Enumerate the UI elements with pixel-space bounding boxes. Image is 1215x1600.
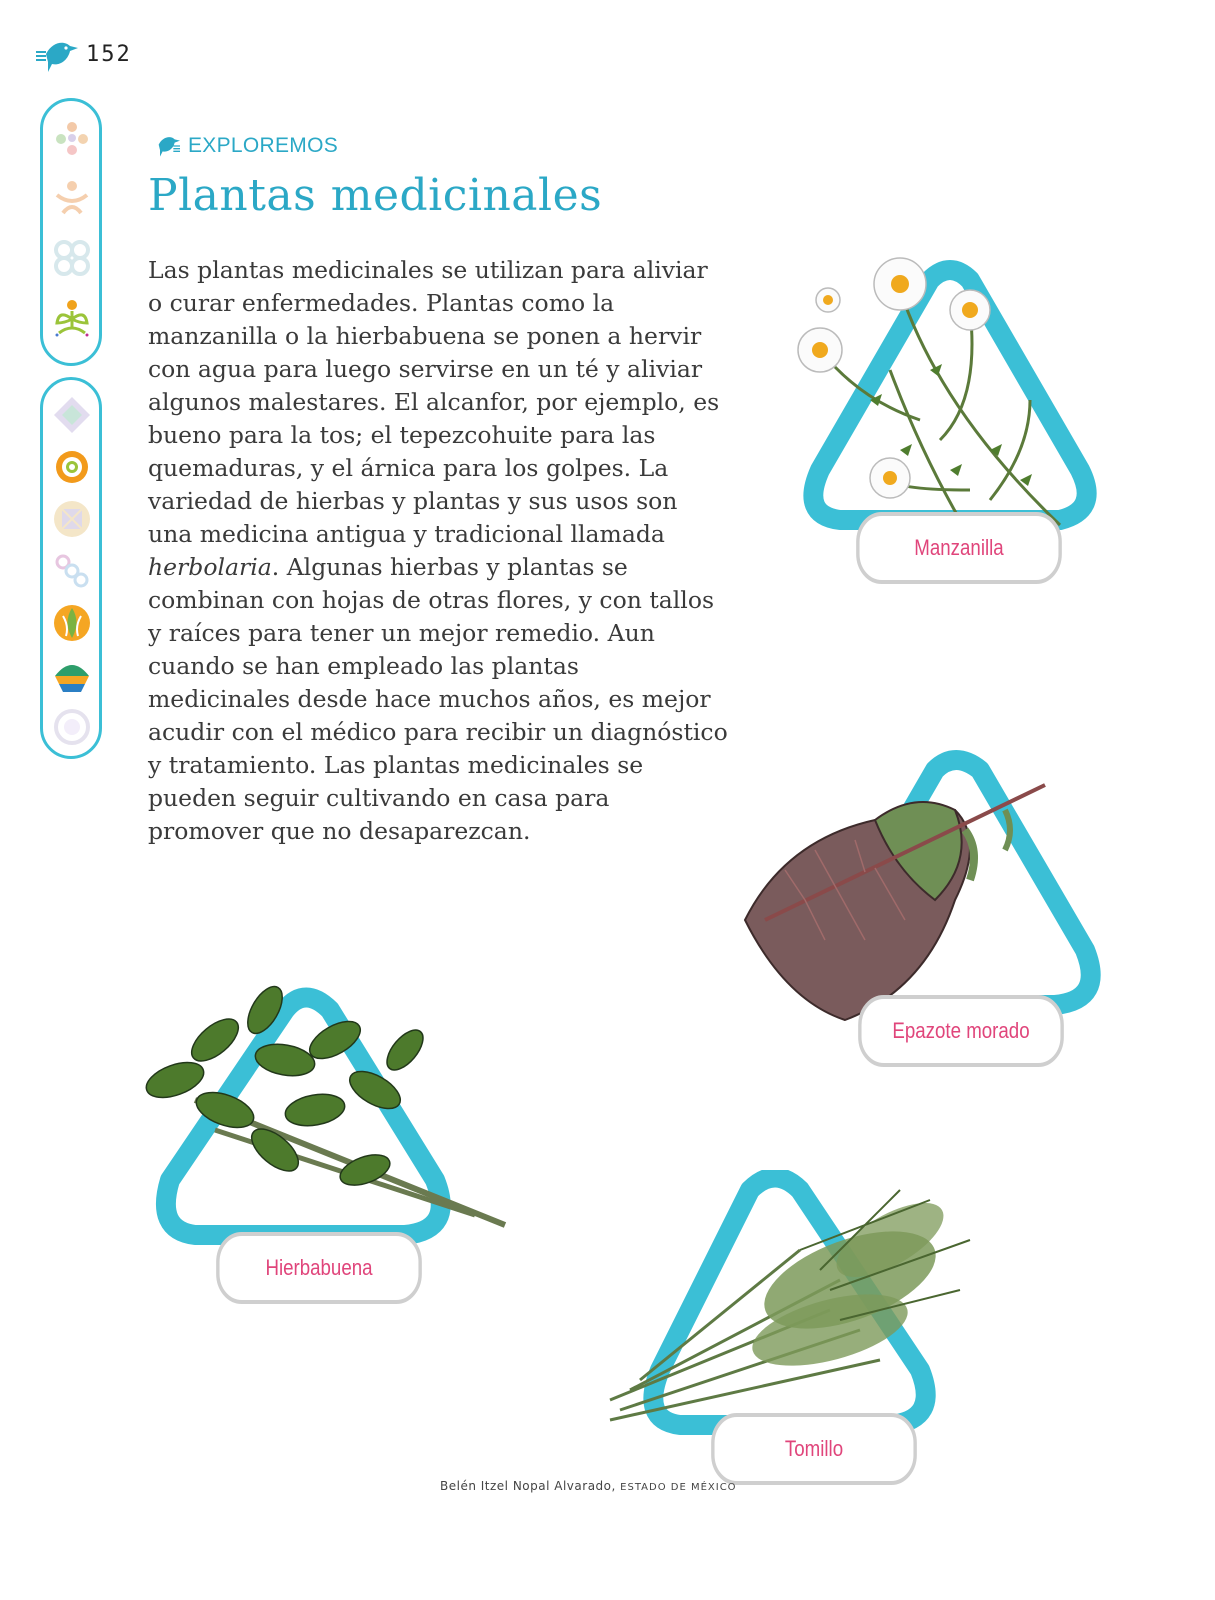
dome-motif-icon [51,654,93,696]
section-header [150,134,338,158]
body-text-end: . Algunas hierbas y plantas se combinan con hojas de otras flores, y con tallos y raíces para tener un mejor remedio. Aun cuando se han empleado las plantas medicinales desde hace muchos años, es mejor acudir con el médico para recibir un diagnóstico y tratamiento. Las plantas medicinales se pueden seguir cultivando en casa para promover que no desaparezcan. [148,553,728,845]
side-nav-bottom [40,377,102,759]
page-number: 152 [86,42,132,67]
side-nav-top [40,98,102,366]
plant-tag-hierbabuena: Hierbabuena [216,1232,422,1304]
plant-tag-epazote-morado: Epazote morado [858,995,1064,1067]
sprout-motif-icon [51,297,93,339]
figure-motif-icon [51,177,93,219]
body-italic-term: herbolaria [148,553,272,581]
spiral-motif-icon [51,446,93,488]
circle-motif-icon [51,706,93,748]
chain-motif-icon [51,550,93,592]
hummingbird-icon [150,134,182,158]
section-label: EXPLOREMOS [188,134,339,157]
page-title: Plantas medicinales [148,170,603,221]
hummingbird-icon [34,38,80,74]
credit-state: ESTADO DE MÉXICO [620,1482,737,1493]
flower-motif-icon [51,117,93,159]
hierbabuena-illustration [135,980,515,1270]
diamond-motif-icon [51,394,93,436]
plant-tag-tomillo: Tomillo [711,1413,917,1485]
illustration-credit [440,1479,737,1493]
credit-author: Belén Itzel Nopal Alvarado, [440,1479,616,1493]
square-motif-icon [51,498,93,540]
knot-motif-icon [51,237,93,279]
lotus-motif-icon [51,602,93,644]
plant-tag-manzanilla: Manzanilla [856,512,1062,584]
body-paragraph [148,254,728,848]
body-text-start: Las plantas medicinales se utilizan para aliviar o curar enfermedades. Plantas como la manzanilla o la hierbabuena se ponen a hervir con agua para luego servirse en un té y aliviar algunos malestares. El alcanfor, por ejemplo, es bueno para la tos; el tepezcohuite para las quemaduras, y el árnica para los golpes. La variedad de hierbas y plantas y sus usos son una medicina antigua y tradicional llamada [148,256,720,548]
